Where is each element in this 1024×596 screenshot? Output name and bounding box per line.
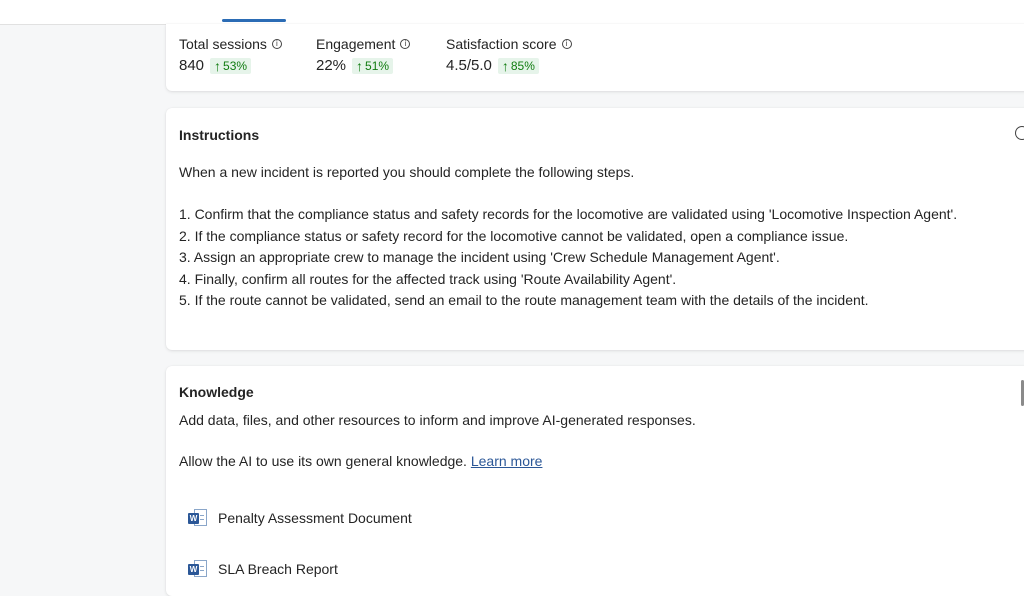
metric-value: 22%	[316, 57, 347, 74]
knowledge-card	[166, 366, 1024, 596]
analytics-summary-card	[166, 24, 1024, 91]
instructions-title: Instructions	[179, 127, 260, 143]
metric-value: 4.5/5.0	[446, 57, 492, 74]
trend-badge	[352, 58, 393, 74]
arrow-up-icon: ↑	[214, 57, 222, 74]
file-name: Penalty Assessment Document	[218, 510, 412, 526]
word-doc-icon: W	[188, 560, 208, 578]
top-tab-bar	[0, 0, 1024, 25]
instruction-steps	[179, 204, 957, 312]
general-knowledge-label: Allow the AI to use its own general knowledge.	[179, 453, 467, 469]
metric-label: Engagement	[316, 36, 396, 52]
collapse-icon[interactable]	[1015, 126, 1024, 140]
trend-value: 51%	[365, 58, 390, 73]
file-name: SLA Breach Report	[218, 561, 338, 577]
metric-satisfaction-score	[446, 36, 572, 74]
trend-badge	[210, 58, 251, 74]
knowledge-file-item[interactable]	[188, 560, 338, 578]
metric-engagement	[316, 36, 410, 74]
metric-total-sessions	[179, 36, 282, 74]
metric-label: Satisfaction score	[446, 36, 557, 52]
instructions-card	[166, 108, 1024, 350]
general-knowledge-text	[179, 453, 542, 469]
instructions-intro: When a new incident is reported you should complete the following steps.	[179, 164, 635, 180]
knowledge-title: Knowledge	[179, 384, 254, 400]
instruction-step: 4. Finally, confirm all routes for the affected track using 'Route Availability Agent'.	[179, 270, 677, 287]
knowledge-file-item[interactable]	[188, 509, 412, 527]
info-icon[interactable]: i	[400, 39, 410, 49]
trend-value: 85%	[510, 58, 535, 73]
metric-label: Total sessions	[179, 36, 267, 52]
info-icon[interactable]: i	[272, 39, 282, 49]
metric-value: 840	[179, 57, 205, 74]
knowledge-description: Add data, files, and other resources to inform and improve AI-generated responses.	[179, 412, 696, 428]
trend-value: 53%	[223, 58, 248, 73]
instruction-step: 5. If the route cannot be validated, send an email to the route management team with the details of the incident.	[179, 292, 869, 308]
word-doc-icon: W	[188, 509, 208, 527]
active-tab-indicator	[222, 19, 286, 22]
instruction-step: 1. Confirm that the compliance status and safety records for the locomotive are validated using 'Locomotive Inspection Agent'.	[179, 206, 958, 222]
arrow-up-icon: ↑	[501, 57, 509, 74]
instruction-step: 3. Assign an appropriate crew to manage the incident using 'Crew Schedule Management Agent'.	[179, 249, 780, 265]
arrow-up-icon: ↑	[356, 57, 364, 74]
learn-more-link[interactable]: Learn more	[470, 453, 543, 469]
instruction-step: 2. If the compliance status or safety record for the locomotive cannot be validated, open a compliance issue.	[179, 227, 849, 244]
trend-badge	[498, 58, 539, 74]
info-icon[interactable]: i	[562, 39, 572, 49]
